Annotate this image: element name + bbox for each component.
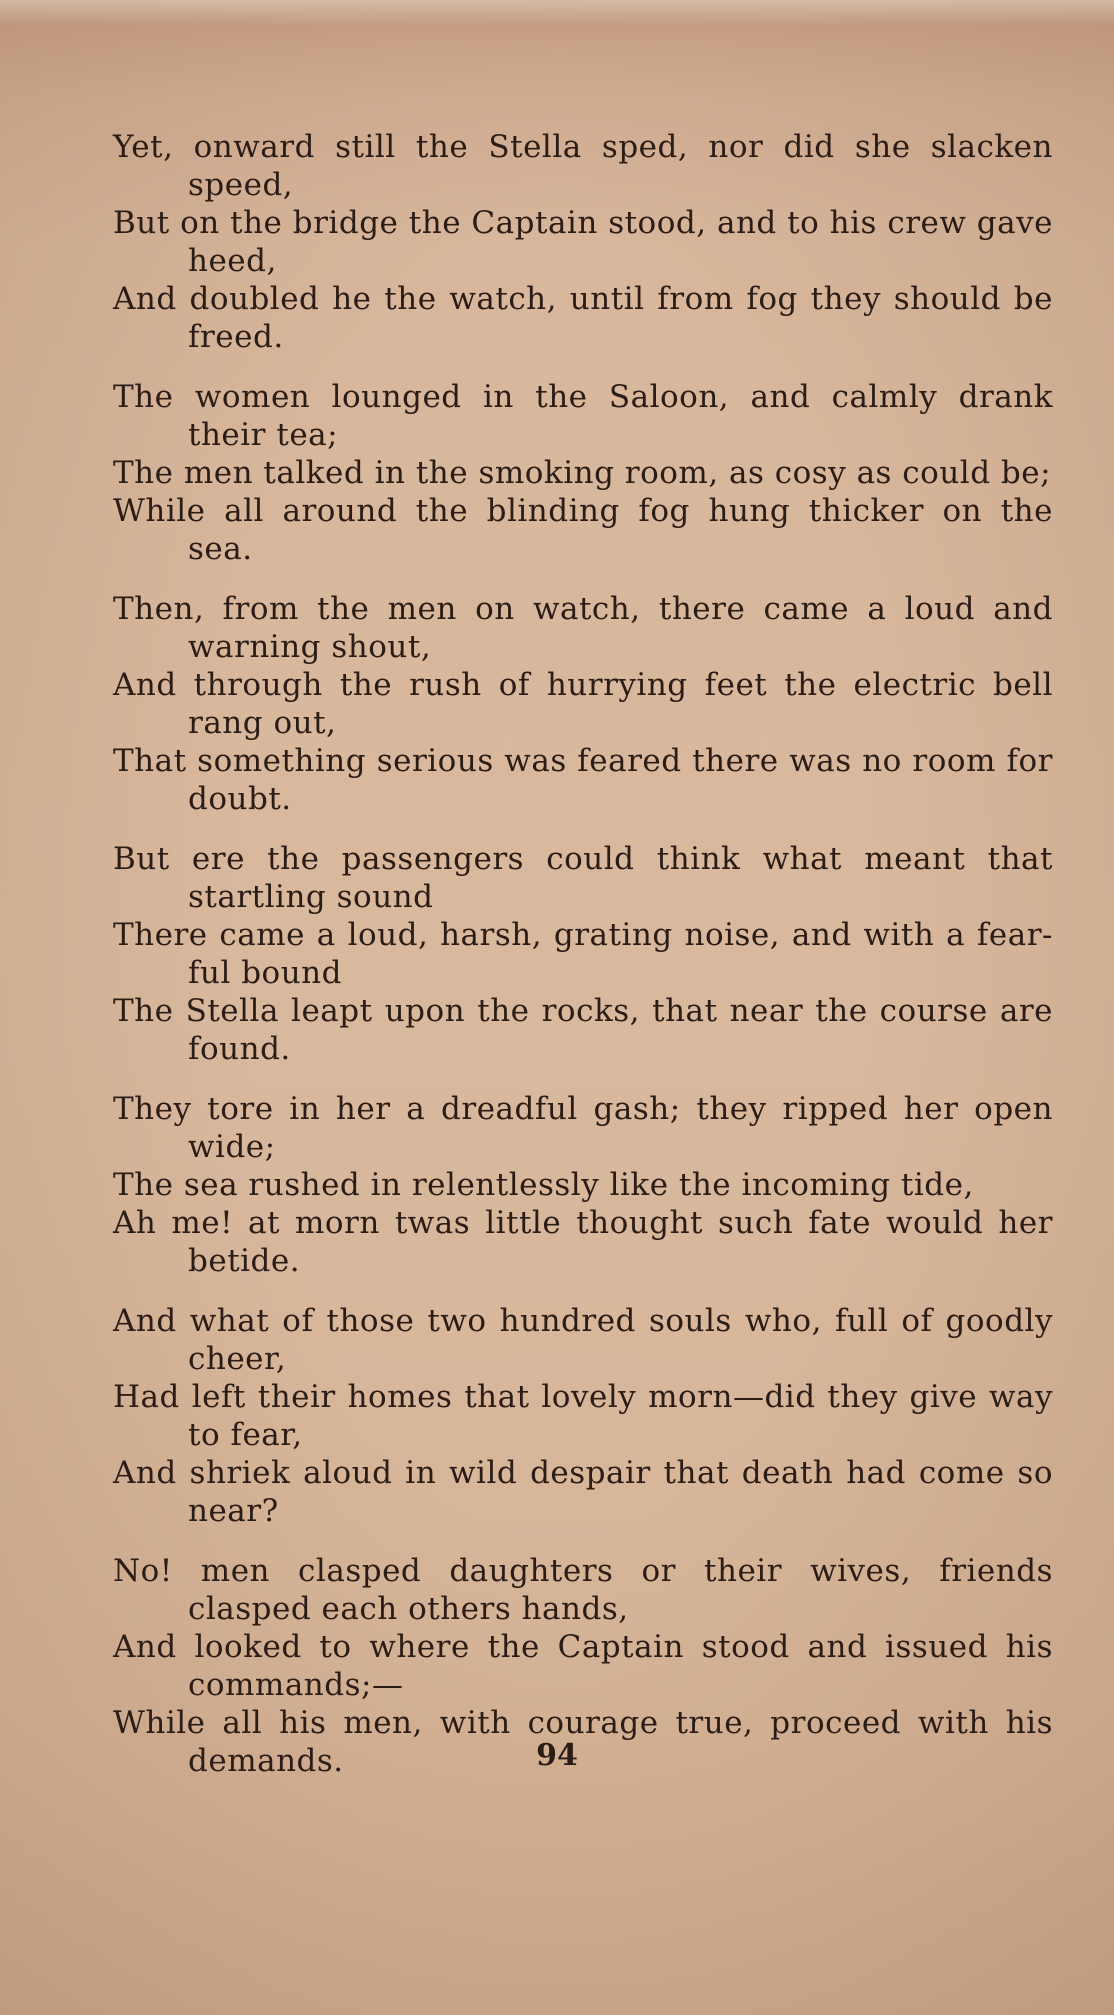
verse-line: But on the bridge the Captain stood, and to his crew gave heed, (113, 205, 1053, 279)
verse-line: And shriek aloud in wild despair that death had come so near? (113, 1455, 1053, 1529)
verse-line: But ere the passengers could think what meant that startling sound (113, 841, 1053, 915)
verse-line: The men talked in the smoking room, as cosy as could be; (113, 455, 1052, 491)
poem-text (113, 128, 1053, 1802)
verse-line: They tore in her a dreadful gash; they ripped her open wide; (113, 1091, 1053, 1165)
verse-line: And looked to where the Captain stood and issued his commands;— (113, 1629, 1053, 1703)
verse-line: And what of those two hundred souls who, full of goodly cheer, (113, 1303, 1053, 1377)
verse-line: And doubled he the watch, until from fog they should be freed. (113, 281, 1053, 355)
stanza-3 (113, 590, 1053, 818)
verse-line: While all his men, with courage true, proceed with his demands. (113, 1705, 1053, 1779)
stanza-2 (113, 378, 1053, 568)
verse-line: The Stella leapt upon the rocks, that near the course are found. (113, 993, 1053, 1067)
page-top-edge (0, 0, 1114, 42)
stanza-6 (113, 1302, 1053, 1530)
stanza-4 (113, 840, 1053, 1068)
verse-line: No! men clasped daughters or their wives, friends clasped each others hands, (113, 1553, 1053, 1627)
verse-line: Then, from the men on watch, there came a loud and warning shout, (113, 591, 1053, 665)
verse-line: While all around the blinding fog hung thicker on the sea. (113, 493, 1053, 567)
verse-line: Yet, onward still the Stella sped, nor did she slacken speed, (113, 129, 1053, 203)
verse-line: There came a loud, harsh, grating noise, and with a fear-ful bound (113, 917, 1053, 991)
verse-line: That something serious was feared there was no room for doubt. (113, 743, 1053, 817)
page-number: 94 (536, 1738, 578, 1773)
verse-line: And through the rush of hurrying feet the electric bell rang out, (113, 667, 1053, 741)
stanza-1 (113, 128, 1053, 356)
stanza-5 (113, 1090, 1053, 1280)
verse-line: The sea rushed in relentlessly like the incoming tide, (113, 1167, 974, 1203)
verse-line: Ah me! at morn twas little thought such fate would her betide. (113, 1205, 1053, 1279)
verse-line: The women lounged in the Saloon, and calmly drank their tea; (113, 379, 1053, 453)
verse-line: Had left their homes that lovely morn—did they give way to fear, (113, 1379, 1053, 1453)
